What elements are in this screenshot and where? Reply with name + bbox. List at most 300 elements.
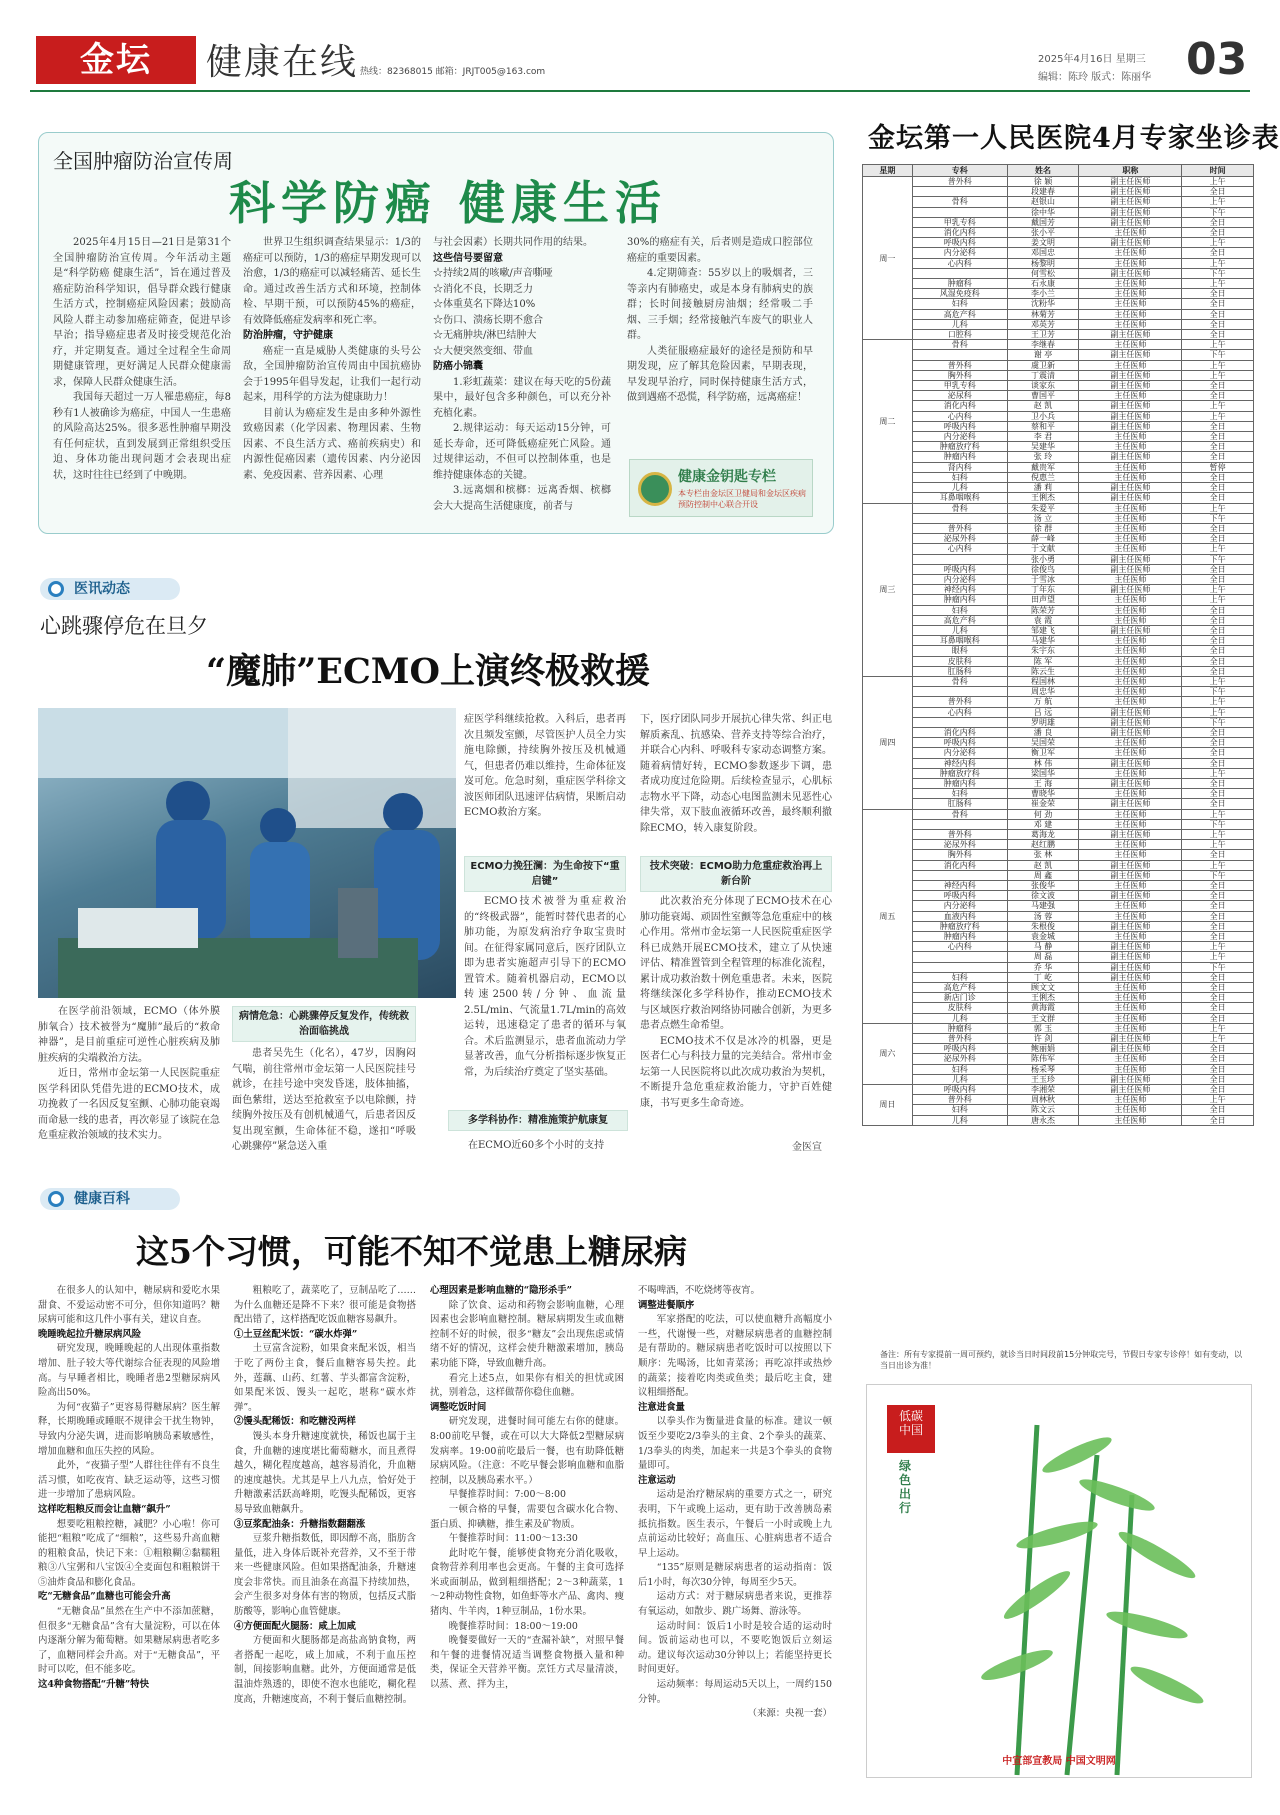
schedule-dept-cell: [912, 350, 1007, 360]
paragraph: 下，医疗团队同步开展抗心律失常、纠正电解质紊乱、抗感染、营养支持等综合治疗，并联合心内科、呼吸科专家动态调整方案。随着病情好转，ECMO参数逐步下调，患者成功度过危险期。后续检查显示，心肌标志物水平下降，动态心电图监测未见恶性心律失常，双下肢血液循环改善，最终顺利撤除ECMO，转入康复阶段。: [640, 714, 832, 834]
schedule-time-cell: 全日: [1182, 605, 1254, 615]
schedule-dept-cell: 普外科: [912, 830, 1007, 840]
schedule-dept-cell: [912, 819, 1007, 829]
schedule-title-cell: 副主任医师: [1079, 585, 1182, 595]
schedule-row: [863, 1023, 1254, 1033]
schedule-dept-cell: 高危产科: [912, 983, 1007, 993]
paragraph: 近日，常州市金坛第一人民医院重症医学科团队凭借先进的ECMO技术，成功挽救了一名因反复室颤、心肺功能衰竭而命悬一线的患者，再次彰显了该院在急危重症救治领域的技术实力。: [38, 1068, 220, 1141]
paragraph: 运动时间：饭后1小时是较合适的运动时间。饭前运动也可以，不要吃饱饭后立刻运动。建议每次运动30分钟以上；若能坚持更长时间更好。: [638, 1620, 832, 1676]
schedule-title-cell: 主任医师: [1079, 442, 1182, 452]
schedule-title-cell: 主任医师: [1079, 319, 1182, 329]
schedule-name-cell: 周 磊: [1007, 952, 1079, 962]
schedule-title-cell: 副主任医师: [1079, 421, 1182, 431]
schedule-name-cell: 王文群: [1007, 1013, 1079, 1023]
schedule-time-cell: 全日: [1182, 1044, 1254, 1054]
schedule-title: 金坛第一人民医院4月专家坐诊表: [868, 123, 1280, 154]
schedule-time-cell: 全日: [1182, 758, 1254, 768]
schedule-title-cell: 副主任医师: [1079, 962, 1182, 972]
schedule-name-cell: 倪惠兰: [1007, 472, 1079, 482]
schedule-row: [863, 340, 1254, 350]
schedule-row: [863, 421, 1254, 431]
schedule-time-cell: 上午: [1182, 411, 1254, 421]
schedule-row: [863, 258, 1254, 268]
schedule-dept-cell: 普外科: [912, 697, 1007, 707]
expert-schedule-table: [862, 164, 1254, 1126]
paragraph: 30%的癌症有关，后者则是造成口腔部位癌症的重要因素。: [627, 237, 813, 264]
schedule-row: [863, 177, 1254, 187]
schedule-time-cell: 上午: [1182, 942, 1254, 952]
schedule-name-cell: 沈粉华: [1007, 299, 1079, 309]
feature-column-1: [53, 235, 231, 483]
schedule-row: [863, 809, 1254, 819]
subheading: 调整进餐顺序: [638, 1299, 695, 1311]
schedule-name-cell: 汤 立: [1007, 513, 1079, 523]
schedule-dept-cell: 皮肤科: [912, 656, 1007, 666]
schedule-name-cell: 谈家东: [1007, 381, 1079, 391]
schedule-time-cell: 下午: [1182, 268, 1254, 278]
schedule-title-cell: 副主任医师: [1079, 942, 1182, 952]
schedule-time-cell: 全日: [1182, 483, 1254, 493]
schedule-row: [863, 666, 1254, 676]
schedule-dept-cell: 骨科: [912, 676, 1007, 686]
paragraph: 癌症一直是威胁人类健康的头号公敌，全国肿瘤防治宣传周由中国抗癌协会于1995年倡导发起，让我们一起行动起来，用科学的方法为健康助力！: [243, 345, 421, 403]
schedule-time-cell: 全日: [1182, 432, 1254, 442]
schedule-row: [863, 676, 1254, 686]
schedule-time-cell: 全日: [1182, 421, 1254, 431]
schedule-row: [863, 585, 1254, 595]
paragraph: 研究发现，晚睡晚起的人出现体重指数增加、肚子较大等代谢综合征表现的风险增高。与早睡者相比，晚睡者患2型糖尿病风险高出50%。: [38, 1343, 220, 1399]
schedule-time-cell: 全日: [1182, 1074, 1254, 1084]
schedule-row: [863, 687, 1254, 697]
schedule-row: [863, 574, 1254, 584]
schedule-dept-cell: 骨科: [912, 197, 1007, 207]
poster-slogan: 绿色出行: [899, 1459, 912, 1515]
schedule-time-cell: 上午: [1182, 595, 1254, 605]
schedule-row: [863, 942, 1254, 952]
schedule-name-cell: 陈 军: [1007, 656, 1079, 666]
schedule-title-cell: 主任医师: [1079, 687, 1182, 697]
schedule-row: [863, 932, 1254, 942]
schedule-row: [863, 238, 1254, 248]
paragraph: 1.彩虹蔬菜：建议在每天吃的5份蔬果中，最好包含多种颜色，可以充分补充植化素。: [433, 376, 611, 419]
schedule-dept-cell: 神经内科: [912, 585, 1007, 595]
schedule-time-cell: 上午: [1182, 370, 1254, 380]
schedule-title-cell: 副主任医师: [1079, 554, 1182, 564]
schedule-dept-cell: 神经内科: [912, 881, 1007, 891]
schedule-title-cell: 主任医师: [1079, 615, 1182, 625]
schedule-time-cell: 上午: [1182, 768, 1254, 778]
schedule-time-cell: 下午: [1182, 962, 1254, 972]
schedule-dept-cell: 儿科: [912, 483, 1007, 493]
schedule-time-cell: 全日: [1182, 574, 1254, 584]
schedule-dept-cell: 普外科: [912, 1034, 1007, 1044]
schedule-title-cell: 主任医师: [1079, 850, 1182, 860]
schedule-name-cell: 王卫芳: [1007, 330, 1079, 340]
schedule-title-cell: 主任医师: [1079, 738, 1182, 748]
schedule-name-cell: 顾文文: [1007, 983, 1079, 993]
schedule-name-cell: 程国林: [1007, 676, 1079, 686]
header-cell: 时间: [1182, 165, 1254, 177]
news-subhead-1: 病情危急：心跳骤停反复发作，传统救治面临挑战: [232, 1006, 416, 1042]
schedule-name-cell: 李小兰: [1007, 289, 1079, 299]
schedule-time-cell: 全日: [1182, 748, 1254, 758]
schedule-dept-cell: 内分泌科: [912, 901, 1007, 911]
schedule-name-cell: 马建强: [1007, 901, 1079, 911]
column-sponsor-box: [629, 459, 813, 517]
news-column-3c: [448, 1138, 628, 1154]
schedule-dept-cell: 肿瘤科: [912, 279, 1007, 289]
schedule-title-cell: 主任医师: [1079, 513, 1182, 523]
schedule-time-cell: 全日: [1182, 636, 1254, 646]
news-kicker: 心跳骤停危在旦夕: [40, 614, 208, 638]
wiki-column-3: [430, 1284, 624, 1693]
schedule-row: [863, 595, 1254, 605]
schedule-dept-cell: [912, 187, 1007, 197]
schedule-dept-cell: 内分泌科: [912, 574, 1007, 584]
schedule-time-cell: 全日: [1182, 309, 1254, 319]
schedule-name-cell: 陈云生: [1007, 666, 1079, 676]
schedule-row: [863, 1085, 1254, 1095]
schedule-name-cell: 王俐杰: [1007, 493, 1079, 503]
schedule-name-cell: 袁 霞: [1007, 615, 1079, 625]
schedule-time-cell: 下午: [1182, 513, 1254, 523]
schedule-dept-cell: 甲乳专科: [912, 217, 1007, 227]
schedule-dept-cell: 高危产科: [912, 309, 1007, 319]
schedule-time-cell: 下午: [1182, 687, 1254, 697]
schedule-row: [863, 646, 1254, 656]
schedule-time-cell: 上午: [1182, 676, 1254, 686]
subheading: 这些信号要留意: [433, 252, 503, 264]
paragraph: 在医学前沿领域，ECMO（体外膜肺氧合）技术被誉为“魔肺”最后的“救命神器”，是目前重症可逆性心脏疾病及肺脏疾病的尖端救治方法。: [38, 1006, 220, 1064]
schedule-time-cell: 上午: [1182, 585, 1254, 595]
schedule-dept-cell: 肛肠科: [912, 666, 1007, 676]
schedule-dept-cell: 妇科: [912, 1064, 1007, 1074]
schedule-name-cell: 马建华: [1007, 636, 1079, 646]
schedule-name-cell: 郭 玉: [1007, 1023, 1079, 1033]
schedule-dept-cell: 肿瘤放疗科: [912, 442, 1007, 452]
schedule-row: [863, 228, 1254, 238]
health-key-emblem-icon: [638, 472, 672, 506]
schedule-dept-cell: 内分泌科: [912, 248, 1007, 258]
schedule-dept-cell: 泌尿外科: [912, 840, 1007, 850]
schedule-dept-cell: 耳鼻咽喉科: [912, 493, 1007, 503]
schedule-row: [863, 707, 1254, 717]
schedule-time-cell: 全日: [1182, 789, 1254, 799]
schedule-title-cell: 副主任医师: [1079, 1044, 1182, 1054]
schedule-dept-cell: 肛肠科: [912, 799, 1007, 809]
schedule-title-cell: 副主任医师: [1079, 758, 1182, 768]
paragraph: 以拳头作为衡量进食量的标准。建议一顿饭至少要吃2/3拳头的主食、2个拳头的蔬菜、1/3拳头的肉类，加起来一共是3个拳头的食物量即可。: [638, 1416, 832, 1472]
column-badge: 健康金钥匙专栏: [678, 469, 776, 485]
schedule-title-cell: 主任医师: [1079, 1023, 1182, 1033]
schedule-dept-cell: 胸外科: [912, 850, 1007, 860]
feature-column-3: [433, 235, 611, 514]
schedule-name-cell: 戴贵军: [1007, 462, 1079, 472]
schedule-name-cell: 于文献: [1007, 544, 1079, 554]
schedule-dept-cell: 肿瘤内科: [912, 778, 1007, 788]
schedule-title-cell: 副主任医师: [1079, 891, 1182, 901]
schedule-title-cell: 副主任医师: [1079, 197, 1182, 207]
paragraph: 午餐推荐时间：11:00～13:30: [448, 1533, 578, 1545]
schedule-row: [863, 819, 1254, 829]
schedule-title-cell: 主任医师: [1079, 636, 1182, 646]
schedule-name-cell: 曹国平: [1007, 391, 1079, 401]
schedule-time-cell: 全日: [1182, 1115, 1254, 1125]
schedule-title-cell: 副主任医师: [1079, 564, 1182, 574]
schedule-time-cell: 下午: [1182, 870, 1254, 880]
schedule-name-cell: 谢 亭: [1007, 350, 1079, 360]
schedule-title-cell: 主任医师: [1079, 523, 1182, 533]
schedule-body: [863, 177, 1254, 1126]
schedule-time-cell: 全日: [1182, 727, 1254, 737]
schedule-time-cell: 上午: [1182, 1023, 1254, 1033]
schedule-name-cell: 曹晓华: [1007, 789, 1079, 799]
schedule-time-cell: 全日: [1182, 534, 1254, 544]
schedule-dept-cell: 呼吸内科: [912, 238, 1007, 248]
schedule-title-cell: 副主任医师: [1079, 727, 1182, 737]
schedule-name-cell: 赵红鹏: [1007, 840, 1079, 850]
schedule-row: [863, 972, 1254, 982]
schedule-dept-cell: [912, 554, 1007, 564]
subheading: 注意进食量: [638, 1401, 685, 1413]
schedule-time-cell: 全日: [1182, 850, 1254, 860]
schedule-dept-cell: 儿科: [912, 1013, 1007, 1023]
schedule-title-cell: 主任医师: [1079, 993, 1182, 1003]
schedule-row: [863, 197, 1254, 207]
schedule-dept-cell: [912, 962, 1007, 972]
schedule-title-cell: 副主任医师: [1079, 952, 1182, 962]
paragraph: 运动是治疗糖尿病的重要方式之一，研究表明，下午或晚上运动，更有助于改善胰岛素抵抗指数。医生表示，午餐后一小时或晚上九点前运动比较好；高血压、心脏病患者不适合早上运动。: [638, 1489, 832, 1559]
schedule-time-cell: 下午: [1182, 554, 1254, 564]
schedule-dept-cell: 泌尿外科: [912, 1054, 1007, 1064]
schedule-dept-cell: [912, 513, 1007, 523]
news-column-2: [232, 1046, 416, 1155]
schedule-row: [863, 279, 1254, 289]
schedule-name-cell: 卫小兵: [1007, 411, 1079, 421]
schedule-title-cell: 副主任医师: [1079, 717, 1182, 727]
schedule-row: [863, 758, 1254, 768]
schedule-time-cell: 上午: [1182, 197, 1254, 207]
schedule-dept-cell: 妇科: [912, 605, 1007, 615]
schedule-dept-cell: 高危产科: [912, 615, 1007, 625]
masthead: [30, 30, 1250, 92]
paragraph: 3.远离烟和槟榔：远离香烟、槟榔会大大提高生活健康度，前者与: [433, 485, 611, 512]
schedule-name-cell: 马 静: [1007, 942, 1079, 952]
schedule-row: [863, 881, 1254, 891]
schedule-name-cell: 丁年东: [1007, 585, 1079, 595]
header-cell: 星期: [863, 165, 913, 177]
schedule-title-cell: 主任医师: [1079, 881, 1182, 891]
paragraph: 一顿合格的早餐，需要包含碳水化合物、蛋白质、抑碘糖，推生素及矿物质。: [430, 1503, 624, 1530]
schedule-time-cell: 下午: [1182, 350, 1254, 360]
schedule-dept-cell: 口腔科: [912, 330, 1007, 340]
schedule-row: [863, 993, 1254, 1003]
schedule-title-cell: 主任医师: [1079, 666, 1182, 676]
schedule-name-cell: 丁 屹: [1007, 972, 1079, 982]
news-column-4b: [640, 894, 832, 1111]
schedule-title-cell: 副主任医师: [1079, 625, 1182, 635]
schedule-row: [863, 401, 1254, 411]
schedule-day-cell: 周五: [863, 809, 913, 1023]
schedule-title-cell: 主任医师: [1079, 819, 1182, 829]
schedule-title-cell: 副主任医师: [1079, 330, 1182, 340]
poster-footer: 中宣部宣教局 中国文明网: [1002, 1756, 1116, 1767]
schedule-name-cell: 吴国荣: [1007, 738, 1079, 748]
schedule-name-cell: 朱宇东: [1007, 646, 1079, 656]
schedule-name-cell: 戴国芳: [1007, 217, 1079, 227]
schedule-title-cell: 主任医师: [1079, 534, 1182, 544]
schedule-row: [863, 360, 1254, 370]
news-column-1: [38, 1004, 220, 1144]
schedule-name-cell: 于雪冰: [1007, 574, 1079, 584]
schedule-dept-cell: 呼吸内科: [912, 421, 1007, 431]
schedule-title-cell: 副主任医师: [1079, 187, 1182, 197]
schedule-title-cell: 主任医师: [1079, 809, 1182, 819]
schedule-dept-cell: 耳鼻咽喉科: [912, 636, 1007, 646]
schedule-title-cell: 主任医师: [1079, 1013, 1182, 1023]
schedule-name-cell: 陈文云: [1007, 1105, 1079, 1115]
schedule-row: [863, 319, 1254, 329]
paragraph: 不喝啤酒，不吃烧烤等夜宵。: [638, 1285, 760, 1296]
schedule-dept-cell: 神经内科: [912, 758, 1007, 768]
schedule-name-cell: 袁金城: [1007, 932, 1079, 942]
schedule-time-cell: 上午: [1182, 860, 1254, 870]
paragraph: 馒头本身升糖速度就快，稀饭也属于主食，升血糖的速度堪比葡萄糖水，而且煮得越久，糊化程度越高，越容易消化，升血糖的速度越快。尤其是早上八九点，恰好处于升糖激素活跃高峰期，吃馒头配稀饭，更容易导致血糖飙升。: [234, 1430, 416, 1515]
schedule-row: [863, 544, 1254, 554]
schedule-title-cell: 副主任医师: [1079, 799, 1182, 809]
subheading: ③豆浆配油条：升糖指数翻翻涨: [234, 1518, 366, 1530]
schedule-day-cell: 周三: [863, 503, 913, 676]
schedule-time-cell: 全日: [1182, 493, 1254, 503]
schedule-row: [863, 452, 1254, 462]
paragraph: 2.规律运动：每天运动15分钟，可延长寿命，还可降低癌症死亡风险。通过规律运动，不但可以控制体重，也是维持健康体态的关键。: [433, 423, 611, 481]
schedule-title-cell: 主任医师: [1079, 1105, 1182, 1115]
schedule-name-cell: 赵 凯: [1007, 860, 1079, 870]
schedule-row: [863, 799, 1254, 809]
schedule-row: [863, 289, 1254, 299]
schedule-day-cell: 周六: [863, 1023, 913, 1084]
schedule-time-cell: 上午: [1182, 1095, 1254, 1105]
schedule-name-cell: 周 鑫: [1007, 870, 1079, 880]
feature-headline: 科学防癌 健康生活: [229, 176, 668, 230]
schedule-time-cell: 全日: [1182, 248, 1254, 258]
badge-label: 医讯动态: [74, 581, 130, 597]
feature-column-2: [243, 235, 421, 483]
schedule-time-cell: 上午: [1182, 177, 1254, 187]
schedule-dept-cell: 儿科: [912, 625, 1007, 635]
schedule-time-cell: 全日: [1182, 391, 1254, 401]
paragraph: 土豆富含淀粉，如果食来配米饭，相当于吃了两份主食，餐后血糖容易失控。此外，莲藕、山药、红薯、芋头都富含淀粉，如果配米饭、馒头一起吃，堪称“碳水炸弹”。: [234, 1343, 416, 1413]
schedule-row: [863, 697, 1254, 707]
schedule-time-cell: 全日: [1182, 523, 1254, 533]
schedule-row: [863, 717, 1254, 727]
schedule-row: [863, 778, 1254, 788]
schedule-name-cell: 蔡和平: [1007, 421, 1079, 431]
schedule-time-cell: 上午: [1182, 279, 1254, 289]
subheading: 注意运动: [638, 1474, 676, 1486]
schedule-time-cell: 全日: [1182, 738, 1254, 748]
schedule-title-cell: 主任医师: [1079, 1095, 1182, 1105]
schedule-row: [863, 370, 1254, 380]
schedule-dept-cell: 呼吸内科: [912, 1044, 1007, 1054]
paragraph: 2025年4月15日—21日是第31个全国肿瘤防治宣传周。今年活动主题是“科学防癌 健康生活”，旨在通过普及癌症防治科学知识，倡导群众践行健康生活方式，控制癌症风险因素；鼓励高风险人群主动参加癌症筛查，促进早诊早治；指导癌症患者及时接受规范化治疗，并定期复查。通过全过程全生命周期健康管理，更好满足人民群众健康需求，保障人民群众健康生活。: [53, 237, 231, 388]
schedule-time-cell: 全日: [1182, 646, 1254, 656]
schedule-time-cell: 全日: [1182, 921, 1254, 931]
paragraph: 晚餐推荐时间：18:00～19:00: [448, 1620, 578, 1632]
schedule-title-cell: 副主任医师: [1079, 268, 1182, 278]
schedule-name-cell: 朱爱平: [1007, 503, 1079, 513]
schedule-title-cell: 主任医师: [1079, 1003, 1182, 1013]
paragraph: 看完上述5点，如果你有相关的担忧或困扰，别着急，这样做帮你稳住血糖。: [430, 1372, 624, 1399]
schedule-row: [863, 1064, 1254, 1074]
schedule-time-cell: 全日: [1182, 228, 1254, 238]
schedule-time-cell: 全日: [1182, 1064, 1254, 1074]
schedule-time-cell: 全日: [1182, 299, 1254, 309]
schedule-row: [863, 564, 1254, 574]
schedule-time-cell: 上午: [1182, 360, 1254, 370]
schedule-row: [863, 330, 1254, 340]
schedule-time-cell: 全日: [1182, 993, 1254, 1003]
paragraph: “135”原则是糖尿病患者的运动指南：饭后1小时，每次30分钟，每周至少5天。: [638, 1562, 832, 1588]
schedule-row: [863, 1074, 1254, 1084]
schedule-dept-cell: 妇科: [912, 1105, 1007, 1115]
schedule-title-cell: 主任医师: [1079, 656, 1182, 666]
schedule-time-cell: 全日: [1182, 1013, 1254, 1023]
schedule-name-cell: 梁国华: [1007, 768, 1079, 778]
schedule-time-cell: 上午: [1182, 809, 1254, 819]
paragraph: 人类征服癌症最好的途径是预防和早期发现，应了解其危险因素，早期表现，早发现早治疗，同时保持健康生活方式，做到遇癌不恐慌，科学防癌，远离癌症！: [627, 345, 813, 403]
wiki-source: （来源：央视一套）: [747, 1708, 832, 1720]
header-cell: 姓名: [1007, 165, 1079, 177]
schedule-row: [863, 523, 1254, 533]
schedule-time-cell: 全日: [1182, 319, 1254, 329]
schedule-name-cell: 张俊华: [1007, 881, 1079, 891]
schedule-name-cell: 许 剑: [1007, 1034, 1079, 1044]
schedule-title-cell: 主任医师: [1079, 646, 1182, 656]
paragraph: 为何“夜猫子”更容易得糖尿病？医生解释，长期晚睡或睡眠不规律会干扰生物钟，导致内分泌失调，进而影响胰岛素敏感性，增加血糖和血压失控的风险。: [38, 1401, 220, 1457]
schedule-name-cell: 张 玲: [1007, 452, 1079, 462]
schedule-title-cell: 主任医师: [1079, 768, 1182, 778]
signal-item: ☆持续2周的咳嗽/声音嘶哑: [433, 268, 553, 279]
wiki-column-2: [234, 1284, 416, 1707]
schedule-time-cell: 上午: [1182, 340, 1254, 350]
ecmo-surgery-photo: [38, 708, 456, 998]
schedule-name-cell: 周忠华: [1007, 687, 1079, 697]
schedule-name-cell: 张小勇: [1007, 554, 1079, 564]
schedule-name-cell: 罗明雄: [1007, 717, 1079, 727]
schedule-dept-cell: 甲乳专科: [912, 381, 1007, 391]
schedule-dept-cell: 泌尿外科: [912, 534, 1007, 544]
schedule-title-cell: 副主任医师: [1079, 778, 1182, 788]
schedule-title-cell: 副主任医师: [1079, 1034, 1182, 1044]
schedule-time-cell: 全日: [1182, 217, 1254, 227]
signal-item: ☆体重莫名下降达10%: [433, 299, 536, 310]
schedule-title-cell: 主任医师: [1079, 840, 1182, 850]
schedule-dept-cell: 骨科: [912, 809, 1007, 819]
schedule-title-cell: 主任医师: [1079, 258, 1182, 268]
paragraph: 军家搭配的吃法，可以使血糖升高幅度小一些，代谢慢一些，对糖尿病患者的血糖控制是有帮助的。糖尿病患者吃饭时可以按照以下顺序：先喝汤，比如青菜汤；再吃凉拌或热炒的蔬菜；接着吃肉类或鱼类；最后吃主食，建议粗细搭配。: [638, 1314, 832, 1399]
schedule-name-cell: 邹建飞: [1007, 625, 1079, 635]
schedule-dept-cell: 妇科: [912, 789, 1007, 799]
schedule-time-cell: 全日: [1182, 1003, 1254, 1013]
schedule-title-cell: 主任医师: [1079, 932, 1182, 942]
schedule-row: [863, 952, 1254, 962]
schedule-dept-cell: [912, 870, 1007, 880]
schedule-dept-cell: 骨科: [912, 503, 1007, 513]
schedule-title-cell: 主任医师: [1079, 1064, 1182, 1074]
schedule-time-cell: 上午: [1182, 840, 1254, 850]
schedule-row: [863, 738, 1254, 748]
